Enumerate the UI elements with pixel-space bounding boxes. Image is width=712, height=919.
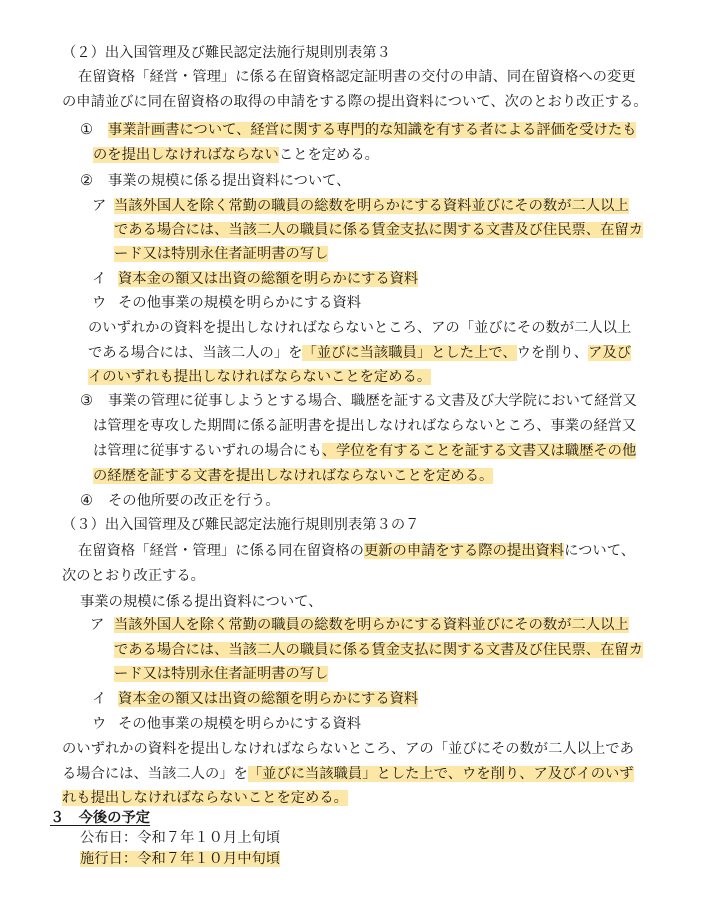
item-4-marker: ④ (80, 493, 93, 509)
schedule-heading: ３ 今後の予定 (50, 810, 151, 826)
item-2-a-marker: ア (92, 198, 107, 214)
item-2-marker: ② (80, 173, 93, 189)
item-2-i-marker: イ (92, 271, 107, 287)
section-3-a-line-3: ード又は特別永住者証明書の写し (114, 666, 329, 682)
highlight: のを提出しなければならない (93, 147, 279, 163)
item-1-line-2: のを提出しなければならないことを定める。 (93, 147, 379, 163)
section-3-conclusion-line-1: のいずれかの資料を提出しなければならないところ、アの「並びにその数が二人以上であ (62, 741, 634, 757)
item-2-i-text: 資本金の額又は出資の総額を明らかにする資料 (118, 271, 419, 287)
item-2-u-text: その他事業の規模を明らかにする資料 (118, 295, 362, 311)
item-3-line-2: は管理を専攻した期間に係る証明書を提出しなければならないところ、事業の経営又 (93, 418, 637, 434)
enforcement-date: 施行日：令和７年１０月中旬頃 (80, 851, 281, 867)
section-3-a-line-1: 当該外国人を除く常勤の職員の総数を明らかにする資料並びにその数が二人以上 (114, 617, 629, 633)
section-3-intro-line-1: 在留資格「経営・管理」に係る同在留資格の更新の申請をする際の提出資料について、 (78, 543, 636, 559)
section-3-scale-intro: 事業の規模に係る提出資料について、 (80, 594, 323, 610)
section-3-u-marker: ウ (92, 716, 107, 732)
item-3-line-1: 事業の管理に従事しようとする場合、職歴を証する文書及び大学院において経営又 (108, 393, 637, 409)
item-2-a-line-3: ード又は特別永住者証明書の写し (114, 246, 329, 262)
promulgation-date: 公布日：令和７年１０月上旬頃 (80, 830, 281, 846)
section-3-i-text: 資本金の額又は出資の総額を明らかにする資料 (118, 691, 419, 707)
item-3-line-3: は管理に従事するいずれの場合にも、学位を有することを証する文書又は職歴その他 (93, 443, 637, 459)
item-2-conclusion-line-2: である場合には、当該二人の」を「並びに当該職員」とした上で、ウを削り、ア及び (88, 345, 631, 361)
item-2-a-line-2: である場合には、当該二人の職員に係る賃金支払に関する文書及び住民票、在留カ (114, 222, 643, 238)
section-3-conclusion-line-2: る場合には、当該二人の」を「並びに当該職員」とした上で、ウを削り、ア及びイのいず (62, 766, 634, 782)
item-2-u-marker: ウ (92, 295, 107, 311)
section-3-a-marker: ア (90, 617, 105, 633)
section-3-heading: （３）出入国管理及び難民認定法施行規則別表第３の７ (62, 517, 420, 533)
section-3-u-text: その他事業の規模を明らかにする資料 (118, 716, 362, 732)
item-3-line-4: の経歴を証する文書を提出しなければならないことを定める。 (93, 468, 494, 484)
item-4-text: その他所要の改正を行う。 (108, 493, 280, 509)
section-3-intro-line-2: 次のとおり改正する。 (62, 568, 205, 584)
section-2-heading: （２）出入国管理及び難民認定法施行規則別表第３ (62, 45, 391, 61)
item-2-a-line-1: 当該外国人を除く常勤の職員の総数を明らかにする資料並びにその数が二人以上 (114, 198, 629, 214)
section-3-conclusion-line-3: れも提出しなければならないことを定める。 (62, 790, 348, 806)
section-2-intro-line-2: の申請並びに同在留資格の取得の申請をする際の提出資料について、次のとおり改正する。 (62, 94, 648, 110)
item-3-marker: ③ (80, 393, 93, 409)
highlight: 事業計画書について、経営に関する専門的な知識を有する者による評価を受けたも (108, 122, 637, 138)
item-2-conclusion-line-1: のいずれかの資料を提出しなければならないところ、アの「並びにその数が二人以上 (88, 320, 632, 336)
item-1-marker: ① (80, 122, 93, 138)
section-3-a-line-2: である場合には、当該二人の職員に係る賃金支払に関する文書及び住民票、在留カ (114, 642, 643, 658)
item-2-intro: 事業の規模に係る提出資料について、 (108, 173, 351, 189)
item-1-line-1 (108, 119, 636, 141)
item-2-conclusion-line-3: イのいずれも提出しなければならないことを定める。 (88, 369, 432, 385)
section-3-i-marker: イ (92, 691, 107, 707)
section-2-intro-line-1: 在留資格「経営・管理」に係る在留資格認定証明書の交付の申請、同在留資格への変更 (78, 69, 636, 85)
